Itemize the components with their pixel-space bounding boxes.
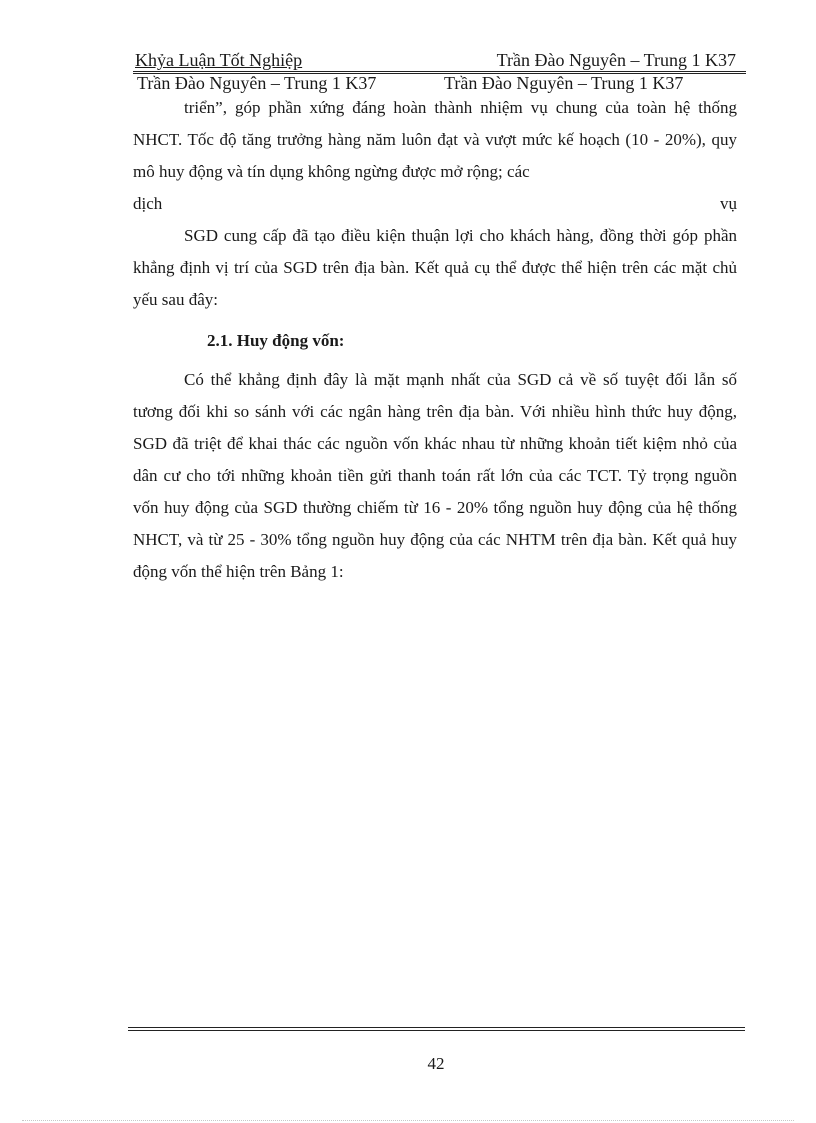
paragraph-1: triển”, góp phần xứng đáng hoàn thành nhiệm vụ chung của toàn hệ thống NHCT. Tốc độ tăng trưởng hàng năm luôn đạt và vượt mức kế hoạch (10 - 20%), quy mô huy động và tín dụng không ngừng được mở rộng; các — [133, 98, 737, 181]
document-body — [133, 92, 737, 588]
header-title: Khỷa Luận Tốt Nghiệp — [135, 50, 303, 70]
page-number: 42 — [427, 1054, 445, 1073]
header-subline — [133, 72, 746, 94]
justified-line — [133, 188, 737, 220]
paragraph-3: Có thể khẳng định đây là mặt mạnh nhất của SGD cả về số tuyệt đối lẫn số tương đối khi so sánh với các ngân hàng trên địa bàn. Với nhiều hình thức huy động, SGD đã triệt để khai thác các nguồn vốn khác nhau từ những khoản tiết kiệm nhỏ của dân cư cho tới những khoản tiền gửi thanh toán rất lớn của các TCT. Tỷ trọng nguồn vốn huy động của SGD thường chiếm từ 16 - 20% tổng nguồn huy động của hệ thống NHCT, và từ 25 - 30% tổng nguồn huy động của các NHTM trên địa bàn. Kết quả huy động vốn thể hiện trên Bảng 1: — [133, 370, 737, 581]
page-header — [133, 48, 746, 72]
page-bottom-edge — [22, 1120, 794, 1121]
header-sub-author-right: Trần Đào Nguyên – Trung 1 K37 — [444, 73, 684, 93]
header-sub-author-left: Trần Đào Nguyên – Trung 1 K37 — [137, 73, 377, 93]
justified-word-left: dịch — [133, 194, 163, 213]
section-heading: 2.1. Huy động vốn: — [207, 331, 345, 350]
header-author: Trần Đào Nguyên – Trung 1 K37 — [496, 50, 736, 70]
footer-divider — [128, 1027, 745, 1031]
paragraph-2: SGD cung cấp đã tạo điều kiện thuận lợi cho khách hàng, đồng thời góp phần khẳng định vị trí của SGD trên địa bàn. Kết quả cụ thể được thể hiện trên các mặt chủ yếu sau đây: — [133, 226, 737, 309]
justified-word-right: vụ — [720, 194, 737, 213]
